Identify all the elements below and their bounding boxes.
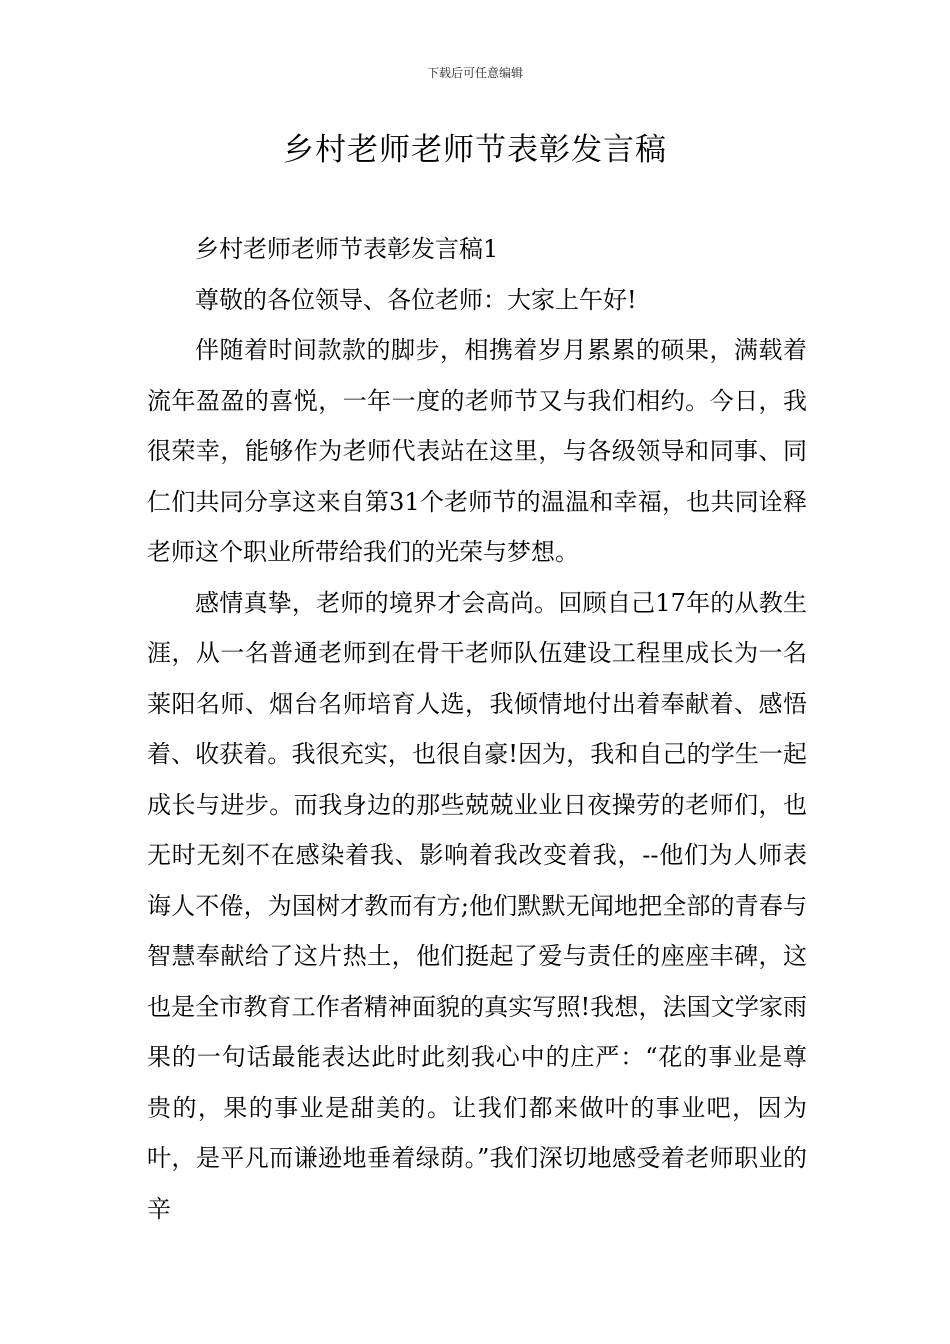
salutation-paragraph: 尊敬的各位领导、各位老师：大家上午好! (195, 285, 637, 314)
document-title: 乡村老师老师节表彰发言稿 (283, 132, 667, 168)
body-paragraph: 感情真挚，老师的境界才会高尚。回顾自己17年的从教生涯，从一名普通老师到在骨干老师队伍建设工程里成长为一名莱阳名师、烟台名师培育人选，我倾情地付出着奉献着、感悟着、收获着。我很充实，也很自豪!因为，我和自己的学生一起成长与进步。而我身边的那些兢兢业业日夜操劳的老师们，也无时无刻不在感染着我、影响着我改变着我，--他们为人师表诲人不倦，为国树才教而有方;他们默默无闻地把全部的青春与智慧奉献给了这片热土，他们挺起了爱与责任的座座丰碑，这也是全市教育工作者精神面貌的真实写照!我想，法国文学家雨果的一句话最能表达此时此刻我心中的庄严：“花的事业是尊贵的，果的事业是甜美的。让我们都来做叶的事业吧，因为叶，是平凡而谦逊地垂着绿荫。”我们深切地感受着老师职业的辛 (147, 588, 807, 1223)
document-body (147, 224, 807, 1234)
section-heading: 乡村老师老师节表彰发言稿1 (195, 235, 499, 263)
header-note: 下载后可任意编辑 (426, 66, 523, 80)
body-paragraph: 伴随着时间款款的脚步，相携着岁月累累的硕果，满载着流年盈盈的喜悦，一年一度的老师节又与我们相约。今日，我很荣幸，能够作为老师代表站在这里，与各级领导和同事、同仁们共同分享这来自第31个老师节的温温和幸福，也共同诠释老师这个职业所带给我们的光荣与梦想。 (147, 336, 807, 566)
